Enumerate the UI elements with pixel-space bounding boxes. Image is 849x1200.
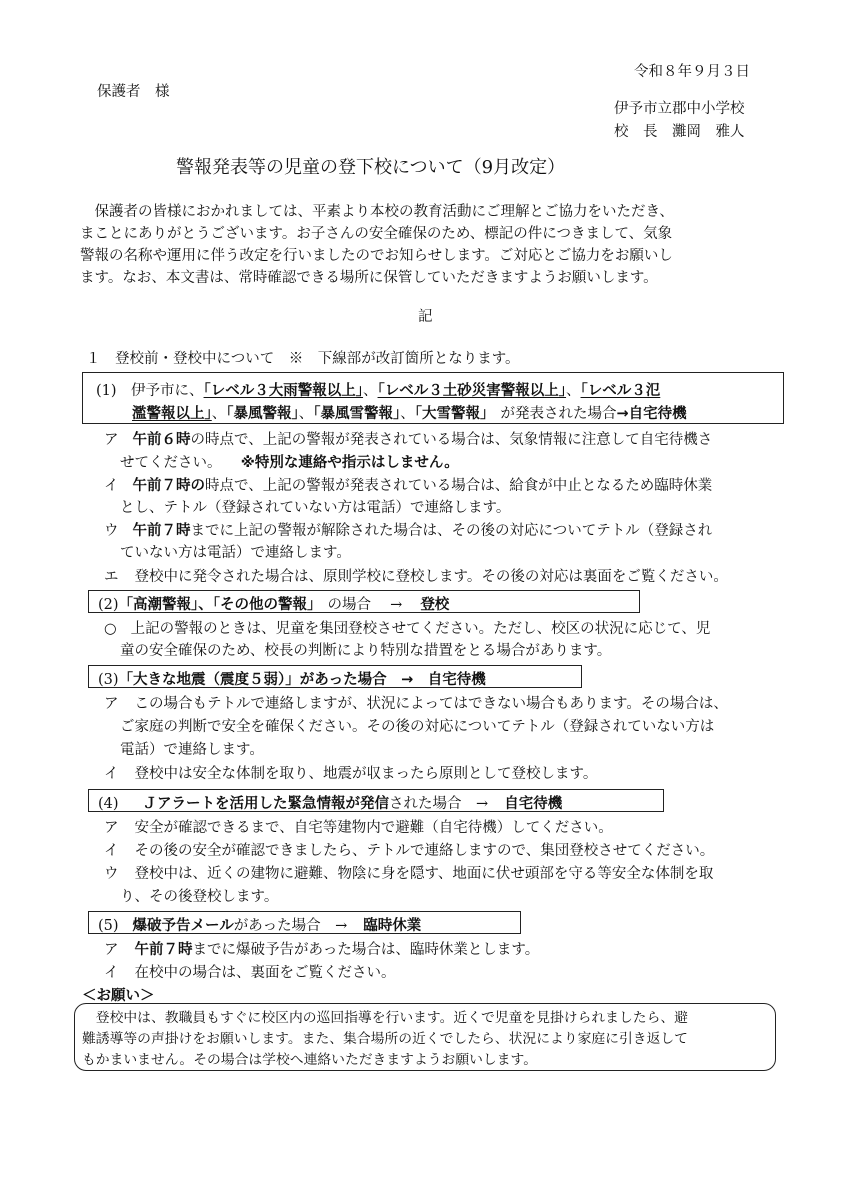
intro-line: まことにありがとうございます。お子さんの安全確保のため、標記の件につきまして、気象 (80, 226, 673, 242)
item-mark: イ (104, 965, 119, 981)
separator: 、 (363, 383, 378, 399)
case5-action: 臨時休業 (363, 918, 422, 934)
item-text: 在校中の場合は、裏面をご覧ください。 (134, 965, 396, 981)
case1-line1 (96, 379, 660, 400)
request-line: もかまいません。その場合は学校へ連絡いただきますようお願いします。 (82, 1052, 538, 1068)
case4-action: 自宅待機 (504, 796, 563, 812)
case2-suffix: の場合 → (327, 597, 403, 613)
item-mark: ウ (104, 523, 119, 539)
case5-heading (98, 914, 421, 935)
case1-item-u (104, 519, 712, 540)
item-text: 安全が確認できるまで、自宅等建物内で避難（自宅待機）してください。 (134, 820, 613, 836)
case5-suffix: があった場合 → (233, 918, 348, 934)
item-mark: ア (104, 942, 119, 958)
alert-flood-cont: 濫警報以上」 (132, 406, 212, 422)
item-text: 登校中は、近くの建物に避難、物陰に身を隠す、地面に伏せ頭部を守る等安全な体制を取 (134, 866, 714, 882)
case1-action: →自宅待機 (616, 406, 687, 422)
alert-snowstorm: 「暴風雪警報」 (313, 406, 401, 422)
case2-heading (98, 593, 449, 614)
case1-item-i (104, 474, 712, 495)
case2-item-cont: 童の安全確保のため、校長の判断により特別な措置をとる場合があります。 (120, 643, 612, 659)
case4-heading (98, 792, 562, 813)
case1-item-u-cont: ていない方は電話）で連絡します。 (120, 545, 351, 561)
item-mark: ウ (104, 866, 119, 882)
alert-landslide: 「レベル３土砂災害警報以上」 (377, 383, 567, 399)
intro-line: 警報の名称や運用に伴う改定を行いましたのでお知らせします。ご対応とご協力をお願いし (80, 248, 673, 264)
case-number: (3) (98, 672, 119, 688)
case1-item-a-cont (120, 451, 459, 472)
section1-heading: １ 登校前・登校中について ※ 下線部が改訂箇所となります。 (86, 351, 520, 367)
case4-item-u (104, 862, 713, 883)
item-text: までに上記の警報が解除された場合は、その後の対応についてテトル（登録され (190, 523, 713, 539)
principal-name: 校 長 灘岡 雅人 (614, 124, 745, 140)
time-label: 午前６時 (132, 432, 191, 448)
item-mark: ア (104, 432, 119, 448)
item-text: 時点で、上記の警報が発表されている場合は、給食が中止となるため臨時休業 (205, 478, 713, 494)
case1-line2 (132, 402, 687, 423)
case1-item-a (104, 428, 712, 449)
item-text: 登校中に発令された場合は、原則学校に登校します。その後の対応は裏面をご覧ください。 (134, 569, 728, 585)
alert-heavy-snow: 「大雪警報」 (414, 406, 495, 422)
case4-item-i (104, 839, 714, 860)
item-text: この場合もテトルで連絡しますが、状況によってはできない場合もあります。その場合は、 (134, 696, 728, 712)
request-text (82, 1006, 772, 1070)
item-text: せてください。 (120, 455, 229, 471)
case1-item-e (104, 565, 728, 586)
ki-marker: 記 (418, 309, 433, 325)
case3-item-i (104, 762, 597, 783)
case3-item-a-cont: 電話）で連絡します。 (120, 742, 264, 758)
alert-flood: 「レベル３氾 (580, 383, 661, 399)
recipient: 保護者 様 (97, 84, 170, 100)
item-text: 上記の警報のときは、児童を集団登校させてください。ただし、校区の状況に応じて、児 (130, 621, 711, 637)
intro-paragraph (80, 200, 780, 290)
item-text: の時点で、上記の警報が発表されている場合は、気象情報に注意して自宅待機さ (190, 432, 713, 448)
case-number: (5) (98, 918, 119, 934)
case1-prefix: (1) 伊予市に、 (96, 383, 204, 399)
separator: 、 (211, 406, 227, 422)
case4-label: Ｊアラートを活用した緊急情報が発信 (142, 796, 390, 812)
item-text: までに爆破予告があった場合は、臨時休業とします。 (192, 942, 540, 958)
alert-storm: 「暴風警報」 (226, 406, 299, 422)
school-name: 伊予市立郡中小学校 (614, 101, 745, 117)
intro-line: 保護者の皆様におかれましては、平素より本校の教育活動にご理解とご協力をいただき、 (80, 204, 674, 220)
case3-heading (98, 668, 486, 689)
item-note: ※特別な連絡や指示はしません。 (240, 455, 459, 471)
item-mark: エ (104, 569, 119, 585)
time-label: 午前７時の (132, 478, 205, 494)
case4-suffix: された場合 → (389, 796, 489, 812)
document-date: 令和８年９月３日 (634, 64, 750, 80)
document-title: 警報発表等の児童の登下校について（9月改定） (176, 157, 566, 178)
item-text: 登校中は安全な体制を取り、地震が収まったら原則として登校します。 (134, 766, 598, 782)
case3-item-a-cont: ご家庭の判断で安全を確保ください。その後の対応についてテトル（登録されていない方は (120, 719, 715, 735)
case1-item-i-cont: とし、テトル（登録されていない方は電話）で連絡します。 (120, 500, 511, 516)
time-label: 午前７時 (134, 942, 193, 958)
separator: 、 (566, 383, 581, 399)
item-mark: ア (104, 820, 119, 836)
case4-item-a (104, 816, 613, 837)
case2-action: 登校 (420, 597, 450, 613)
item-mark: ○ (104, 621, 117, 637)
time-label: 午前７時 (132, 523, 191, 539)
item-mark: イ (104, 766, 119, 782)
case4-item-u-cont: り、その後登校します。 (120, 889, 279, 905)
case2-label: 「高潮警報」、「その他の警報」 (118, 597, 322, 613)
item-mark: イ (104, 478, 119, 494)
alert-heavy-rain: 「レベル３大雨警報以上」 (203, 383, 364, 399)
separator: 、 (400, 406, 415, 422)
case-number: (2) (98, 597, 119, 613)
case3-item-a (104, 692, 728, 713)
case5-item-i (104, 961, 396, 982)
request-heading: ＜お願い＞ (82, 988, 155, 1004)
case-number: (4) (98, 796, 119, 812)
request-line: 難誘導等の声掛けをお願いします。また、集合場所の近くでしたら、状況により家庭に引き返して (82, 1031, 688, 1047)
request-line: 登校中は、教職員もすぐに校区内の巡回指導を行います。近くで児童を見掛けられましたら、避 (82, 1010, 688, 1026)
case3-label: 「大きな地震（震度５弱）」があった場合 → 自宅待機 (118, 672, 486, 688)
case2-item (104, 617, 710, 638)
case5-label: 爆破予告メール (132, 918, 234, 934)
intro-line: ます。なお、本文書は、常時確認できる場所に保管していただきますようお願いします。 (80, 270, 658, 286)
case1-suffix: が発表された場合 (500, 406, 617, 422)
item-mark: ア (104, 696, 119, 712)
item-text: その後の安全が確認できましたら、テトルで連絡しますので、集団登校させてください。 (134, 843, 715, 859)
case5-item-a (104, 938, 539, 959)
item-mark: イ (104, 843, 119, 859)
separator: 、 (298, 406, 314, 422)
